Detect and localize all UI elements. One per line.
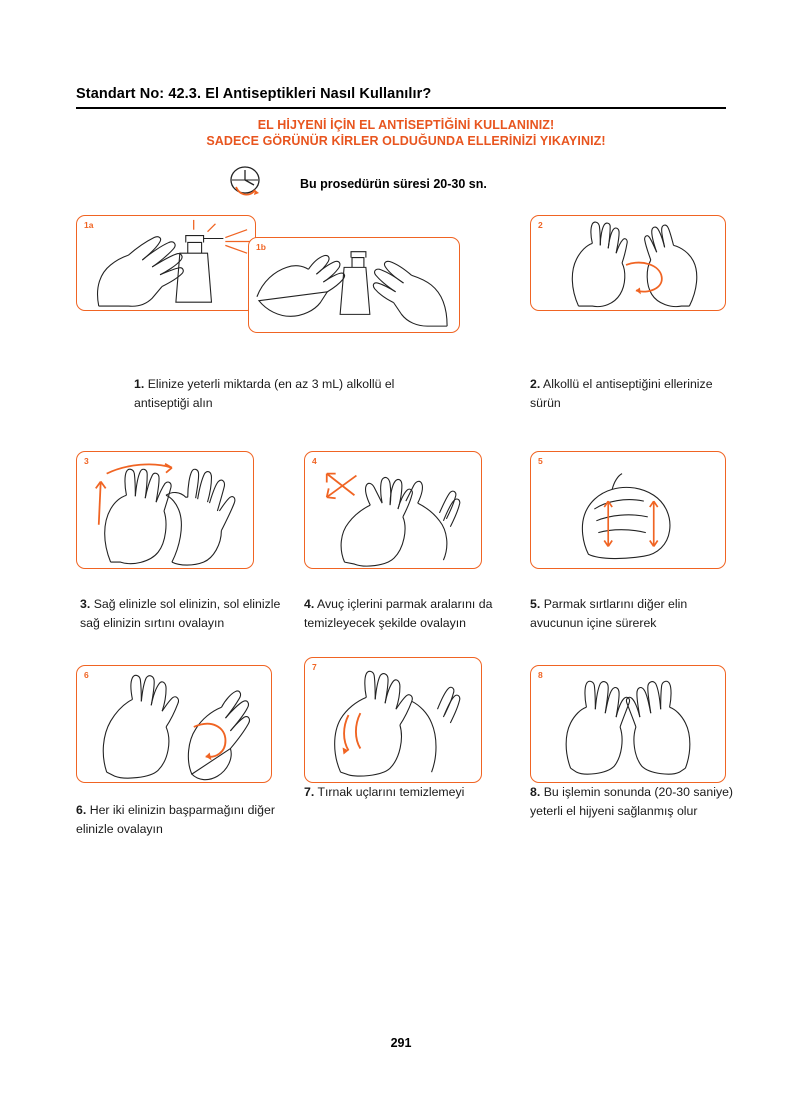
figure-label: 8 — [538, 670, 543, 681]
figure-2 — [530, 215, 726, 311]
step-6-text: Her iki elinizin başparmağını diğer elinizle ovalayın — [76, 803, 275, 837]
step-3-caption — [80, 595, 290, 633]
step-6-caption — [76, 801, 291, 839]
caption-row-1 — [76, 375, 726, 441]
page-number: 291 — [390, 1036, 412, 1050]
step-4-number: 4. — [304, 597, 315, 612]
step-7-caption — [304, 783, 504, 802]
figure-row-2 — [76, 451, 726, 573]
step-6-number: 6. — [76, 803, 87, 818]
figure-3 — [76, 451, 254, 569]
subtitle-line-1: EL HİJYENİ İÇİN EL ANTİSEPTİĞİNİ KULLANINIZ! — [257, 118, 555, 132]
figure-4 — [304, 451, 482, 569]
clock-icon — [224, 163, 270, 205]
caption-row-3 — [76, 785, 734, 897]
step-5-caption — [530, 595, 730, 633]
page-title: Standart No: 42.3. El Antiseptikleri Nasıl Kullanılır? — [76, 86, 432, 102]
step-5-text: Parmak sırtlarını diğer elin avucunun içine sürerek — [530, 597, 688, 631]
step-4-text: Avuç içlerini parmak aralarını da temizleyecek şekilde ovalayın — [304, 597, 493, 631]
figure-label: 3 — [84, 456, 89, 467]
document-content — [76, 86, 734, 1050]
figure-1b — [248, 237, 460, 333]
step-8-caption — [530, 783, 735, 821]
duration-text: Bu prosedürün süresi 20-30 sn. — [300, 177, 487, 192]
step-8-number: 8. — [530, 785, 541, 800]
step-3-text: Sağ elinizle sol elinizin, sol elinizle sağ elinizin sırtını ovalayın — [80, 597, 281, 631]
figure-row-1 — [76, 215, 726, 353]
figure-1a — [76, 215, 256, 311]
step-7-number: 7. — [304, 785, 315, 800]
step-7-text: Tırnak uçlarını temizlemeyi — [317, 785, 465, 800]
step-1-text: Elinize yeterli miktarda (en az 3 mL) alkollü el antiseptiği alın — [134, 377, 395, 411]
step-2-caption — [530, 375, 730, 413]
figure-label: 2 — [538, 220, 543, 231]
step-1-number: 1. — [134, 377, 145, 392]
step-8-text: Bu işlemin sonunda (20-30 saniye) yeterli el hijyeni sağlanmış olur — [530, 785, 734, 819]
figure-label: 4 — [312, 456, 317, 467]
subtitle-line-2: SADECE GÖRÜNÜR KİRLER OLDUĞUNDA ELLERİNİZİ YIKAYINIZ! — [206, 133, 606, 148]
step-2-number: 2. — [530, 377, 541, 392]
figure-5 — [530, 451, 726, 569]
figure-7 — [304, 657, 482, 783]
subtitle-block — [86, 118, 726, 149]
duration-row — [224, 161, 726, 207]
figure-label: 7 — [312, 662, 317, 673]
figure-label: 5 — [538, 456, 543, 467]
step-3-number: 3. — [80, 597, 91, 612]
figure-label: 1a — [84, 220, 94, 231]
step-4-caption — [304, 595, 504, 633]
step-2-text: Alkollü el antiseptiğini ellerinize sürün — [530, 377, 713, 411]
figure-label: 1b — [256, 242, 266, 253]
step-5-number: 5. — [530, 597, 541, 612]
figure-row-3 — [76, 662, 726, 785]
figure-8 — [530, 665, 726, 783]
title-divider — [76, 107, 726, 109]
figure-6 — [76, 665, 272, 783]
figure-label: 6 — [84, 670, 89, 681]
step-1-caption — [134, 375, 444, 413]
